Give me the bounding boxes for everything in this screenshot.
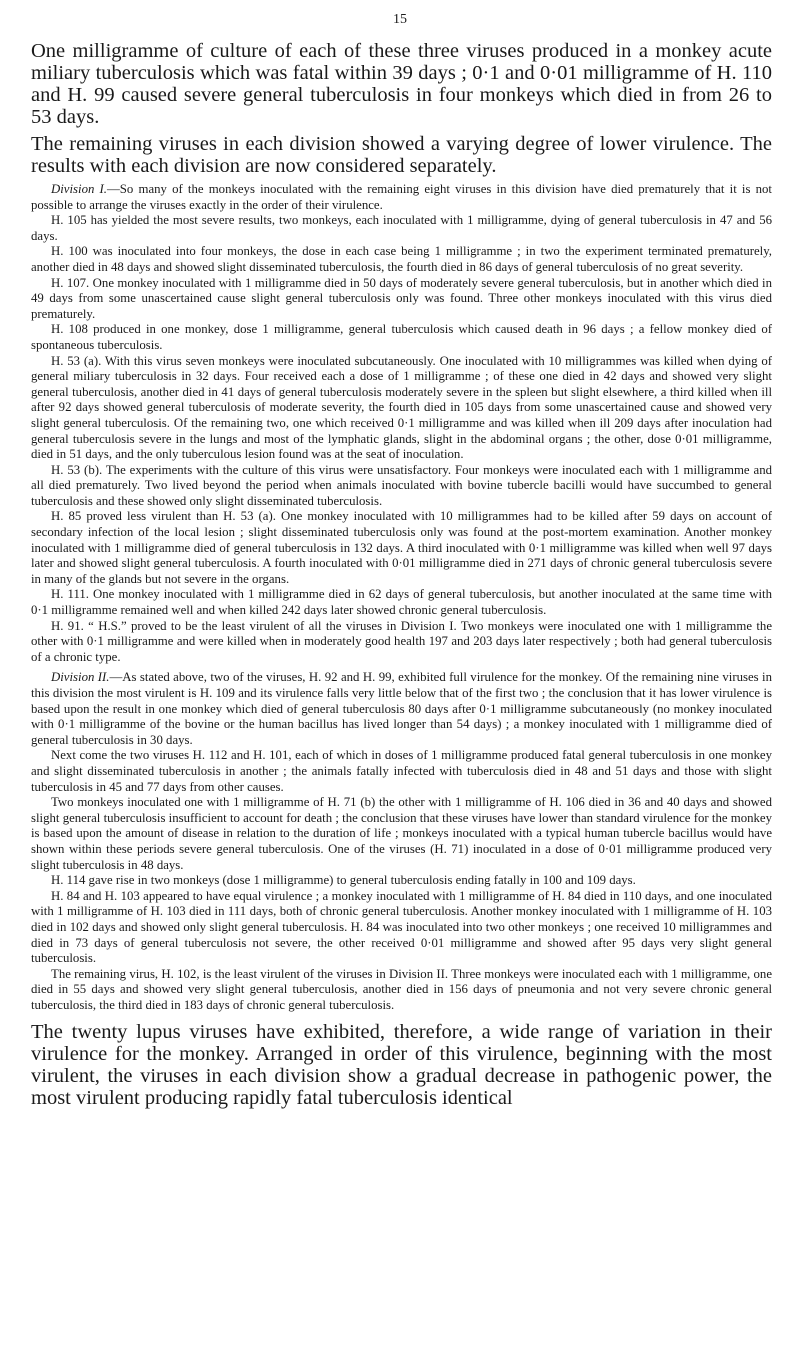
virus-paragraph: H. 114 gave rise in two monkeys (dose 1 milligramme) to general tuberculosis ending fatally in 100 and 109 days. (51, 873, 636, 888)
page-number: 15 (393, 12, 407, 27)
division-2-opening: —As stated above, two of the viruses, H. 92 and H. 99, exhibited full virulence for the monkey. Of the remaining nine viruses in this division the most virulent is H. 109 and its virulence falls very little below that of the first two ; the conclusion that it has lower virulence is based upon the result in one monkey which died of general tuberculosis 80 days after 0·1 milligramme subcutaneously (no monkey inoculated with 0·1 milligramme of the bovine or the human bacillus has lived longer than 54 days) ; a monkey inoculated with 1 milligramme died of general tuberculosis in 30 days. (31, 670, 772, 747)
virus-paragraph: H. 105 has yielded the most severe results, two monkeys, each inoculated with 1 milligramme, dying of general tuberculosis in 47 and 56 days. (31, 213, 772, 243)
virus-paragraph: H. 107. One monkey inoculated with 1 milligramme died in 50 days of moderately severe general tuberculosis, but in another which died in 49 days from some unascertained cause slight general tuberculosis only was found. Three other monkeys inoculated with this virus died prematurely. (31, 275, 772, 321)
virus-paragraph: The remaining virus, H. 102, is the least virulent of the viruses in Division II. Three monkeys were inoculated each with 1 milligramme, one died in 55 days and showed very slight general tuberculosis, another died in 156 days of pneumonia and not very severe chronic general tuberculosis, the third died in 183 days of chronic general tuberculosis. (31, 966, 772, 1012)
division-1-heading: Division I. (51, 182, 107, 196)
virus-paragraph: H. 53 (a). With this virus seven monkeys were inoculated subcutaneously. One inoculated with 10 milligrammes was killed when dying of general miliary tuberculosis in 32 days. Four received each a dose of 1 milligramme ; of these one died in 42 days and showed very slight general tuberculosis, another died in 41 days of general tuberculosis moderately severe in the spleen but slight elsewhere, a third killed when ill after 92 days showed general tuberculosis of moderate severity, the fourth died in 105 days from some unascertained cause and showed very slight general tuberculosis. Of the remaining two, one which received 0·1 milligramme and was killed when ill 209 days after inoculation had general tuberculosis severe in the lungs and most of the lymphatic glands, slight in the abdominal organs ; the other, dose 0·01 milligramme, died in 51 days, and the only tuberculous lesion found was at the seat of inoculation. (31, 353, 772, 462)
intro-paragraph-2: The remaining viruses in each division showed a varying degree of lower virulence. The results with each division are now considered separately. (31, 133, 772, 177)
conclusion-paragraph: The twenty lupus viruses have exhibited, therefore, a wide range of variation in their virulence for the monkey. Arranged in order of this virulence, beginning with the most virulent, the viruses in each division show a gradual decrease in pathogenic power, the most virulent producing rapidly fatal tuberculosis identical (31, 1021, 772, 1110)
division-2-paragraph (31, 670, 772, 748)
division-1-opening: —So many of the monkeys inoculated with the remaining eight viruses in this division have died prematurely that it is not possible to arrange the viruses exactly in the order of their virulence. (31, 182, 772, 212)
virus-paragraph: H. 100 was inoculated into four monkeys, the dose in each case being 1 milligramme ; in two the experiment terminated prematurely, another died in 48 days and showed slight disseminated tuberculosis, the fourth died in 86 days of general tuberculosis of no great severity. (31, 244, 772, 274)
virus-paragraph: H. 108 produced in one monkey, dose 1 milligramme, general tuberculosis which caused death in 96 days ; a fellow monkey died of spontaneous tuberculosis. (31, 322, 772, 352)
page-body (31, 40, 772, 1109)
virus-paragraph: H. 111. One monkey inoculated with 1 milligramme died in 62 days of general tuberculosis, but another inoculated at the same time with 0·1 milligramme remained well and when killed 242 days later showed chronic general tuberculosis. (31, 587, 772, 618)
virus-paragraph: H. 84 and H. 103 appeared to have equal virulence ; a monkey inoculated with 1 milligramme of H. 84 died in 110 days, and one inoculated with 1 milligramme of H. 103 died in 111 days, both of chronic general tuberculosis. Another monkey inoculated with 1 milligramme of H. 103 died in 102 days and showed only slight general tuberculosis. H. 84 was inoculated into two other monkeys ; one received 10 milligrammes and died in 73 days of general tuberculosis not severe, the other received 0·01 milligramme and showed after 95 days very slight general tuberculosis. (31, 888, 772, 966)
virus-paragraph: Next come the two viruses H. 112 and H. 101, each of which in doses of 1 milligramme produced fatal general tuberculosis in one monkey and slight disseminated tuberculosis in another ; the animals fatally infected with tuberculosis died in 48 and 51 days and those with slight tuberculosis in 45 and 77 days from other causes. (31, 748, 772, 794)
intro-paragraph: One milligramme of culture of each of these three viruses produced in a monkey acute miliary tuberculosis which was fatal within 39 days ; 0·1 and 0·01 milligramme of H. 110 and H. 99 caused severe general tuberculosis in four monkeys which died in from 26 to 53 days. (31, 40, 772, 128)
virus-paragraph: H. 85 proved less virulent than H. 53 (a). One monkey inoculated with 10 milligrammes had to be killed after 59 days on account of secondary infection of the local lesion ; slight disseminated tuberculosis only was found at the post-mortem examination. Another monkey inoculated with 1 milligramme died of general tuberculosis in 132 days. A third inoculated with 0·1 milligramme was killed when well 97 days later and showed slight general tuberculosis. A fourth inoculated with 0·01 milligramme died in 271 days of chronic general tuberculosis severe in many of the glands but not severe in the organs. (31, 509, 772, 586)
division-1-paragraph (31, 182, 772, 213)
virus-paragraph: H. 53 (b). The experiments with the culture of this virus were unsatisfactory. Four monkeys were inoculated each with 1 milligramme and all died prematurely. Two lived beyond the period when animals inoculated with bovine tubercle bacilli would have succumbed to general tuberculosis and these showed only slight disseminated tuberculosis. (31, 462, 772, 508)
virus-paragraph: H. 91. “ H.S.” proved to be the least virulent of all the viruses in Division I. Two monkeys were inoculated one with 1 milligramme the other with 0·1 milligramme and were killed when in moderately good health 197 and 203 days later respectively ; both had general tuberculosis of a chronic type. (31, 618, 772, 664)
virus-paragraph: Two monkeys inoculated one with 1 milligramme of H. 71 (b) the other with 1 milligramme of H. 106 died in 36 and 40 days and showed slight general tuberculosis insufficient to account for death ; the conclusion that these viruses have lower than standard virulence for the monkey is based upon the amount of disease in relation to the duration of life ; monkeys inoculated with a typical human tubercle bacillus would have shown within these periods severe general tuberculosis. One of the viruses (H. 71) inoculated in a dose of 0·01 milligramme produced very slight tuberculosis in 48 days. (31, 795, 772, 872)
division-2-heading: Division II. (51, 670, 110, 685)
